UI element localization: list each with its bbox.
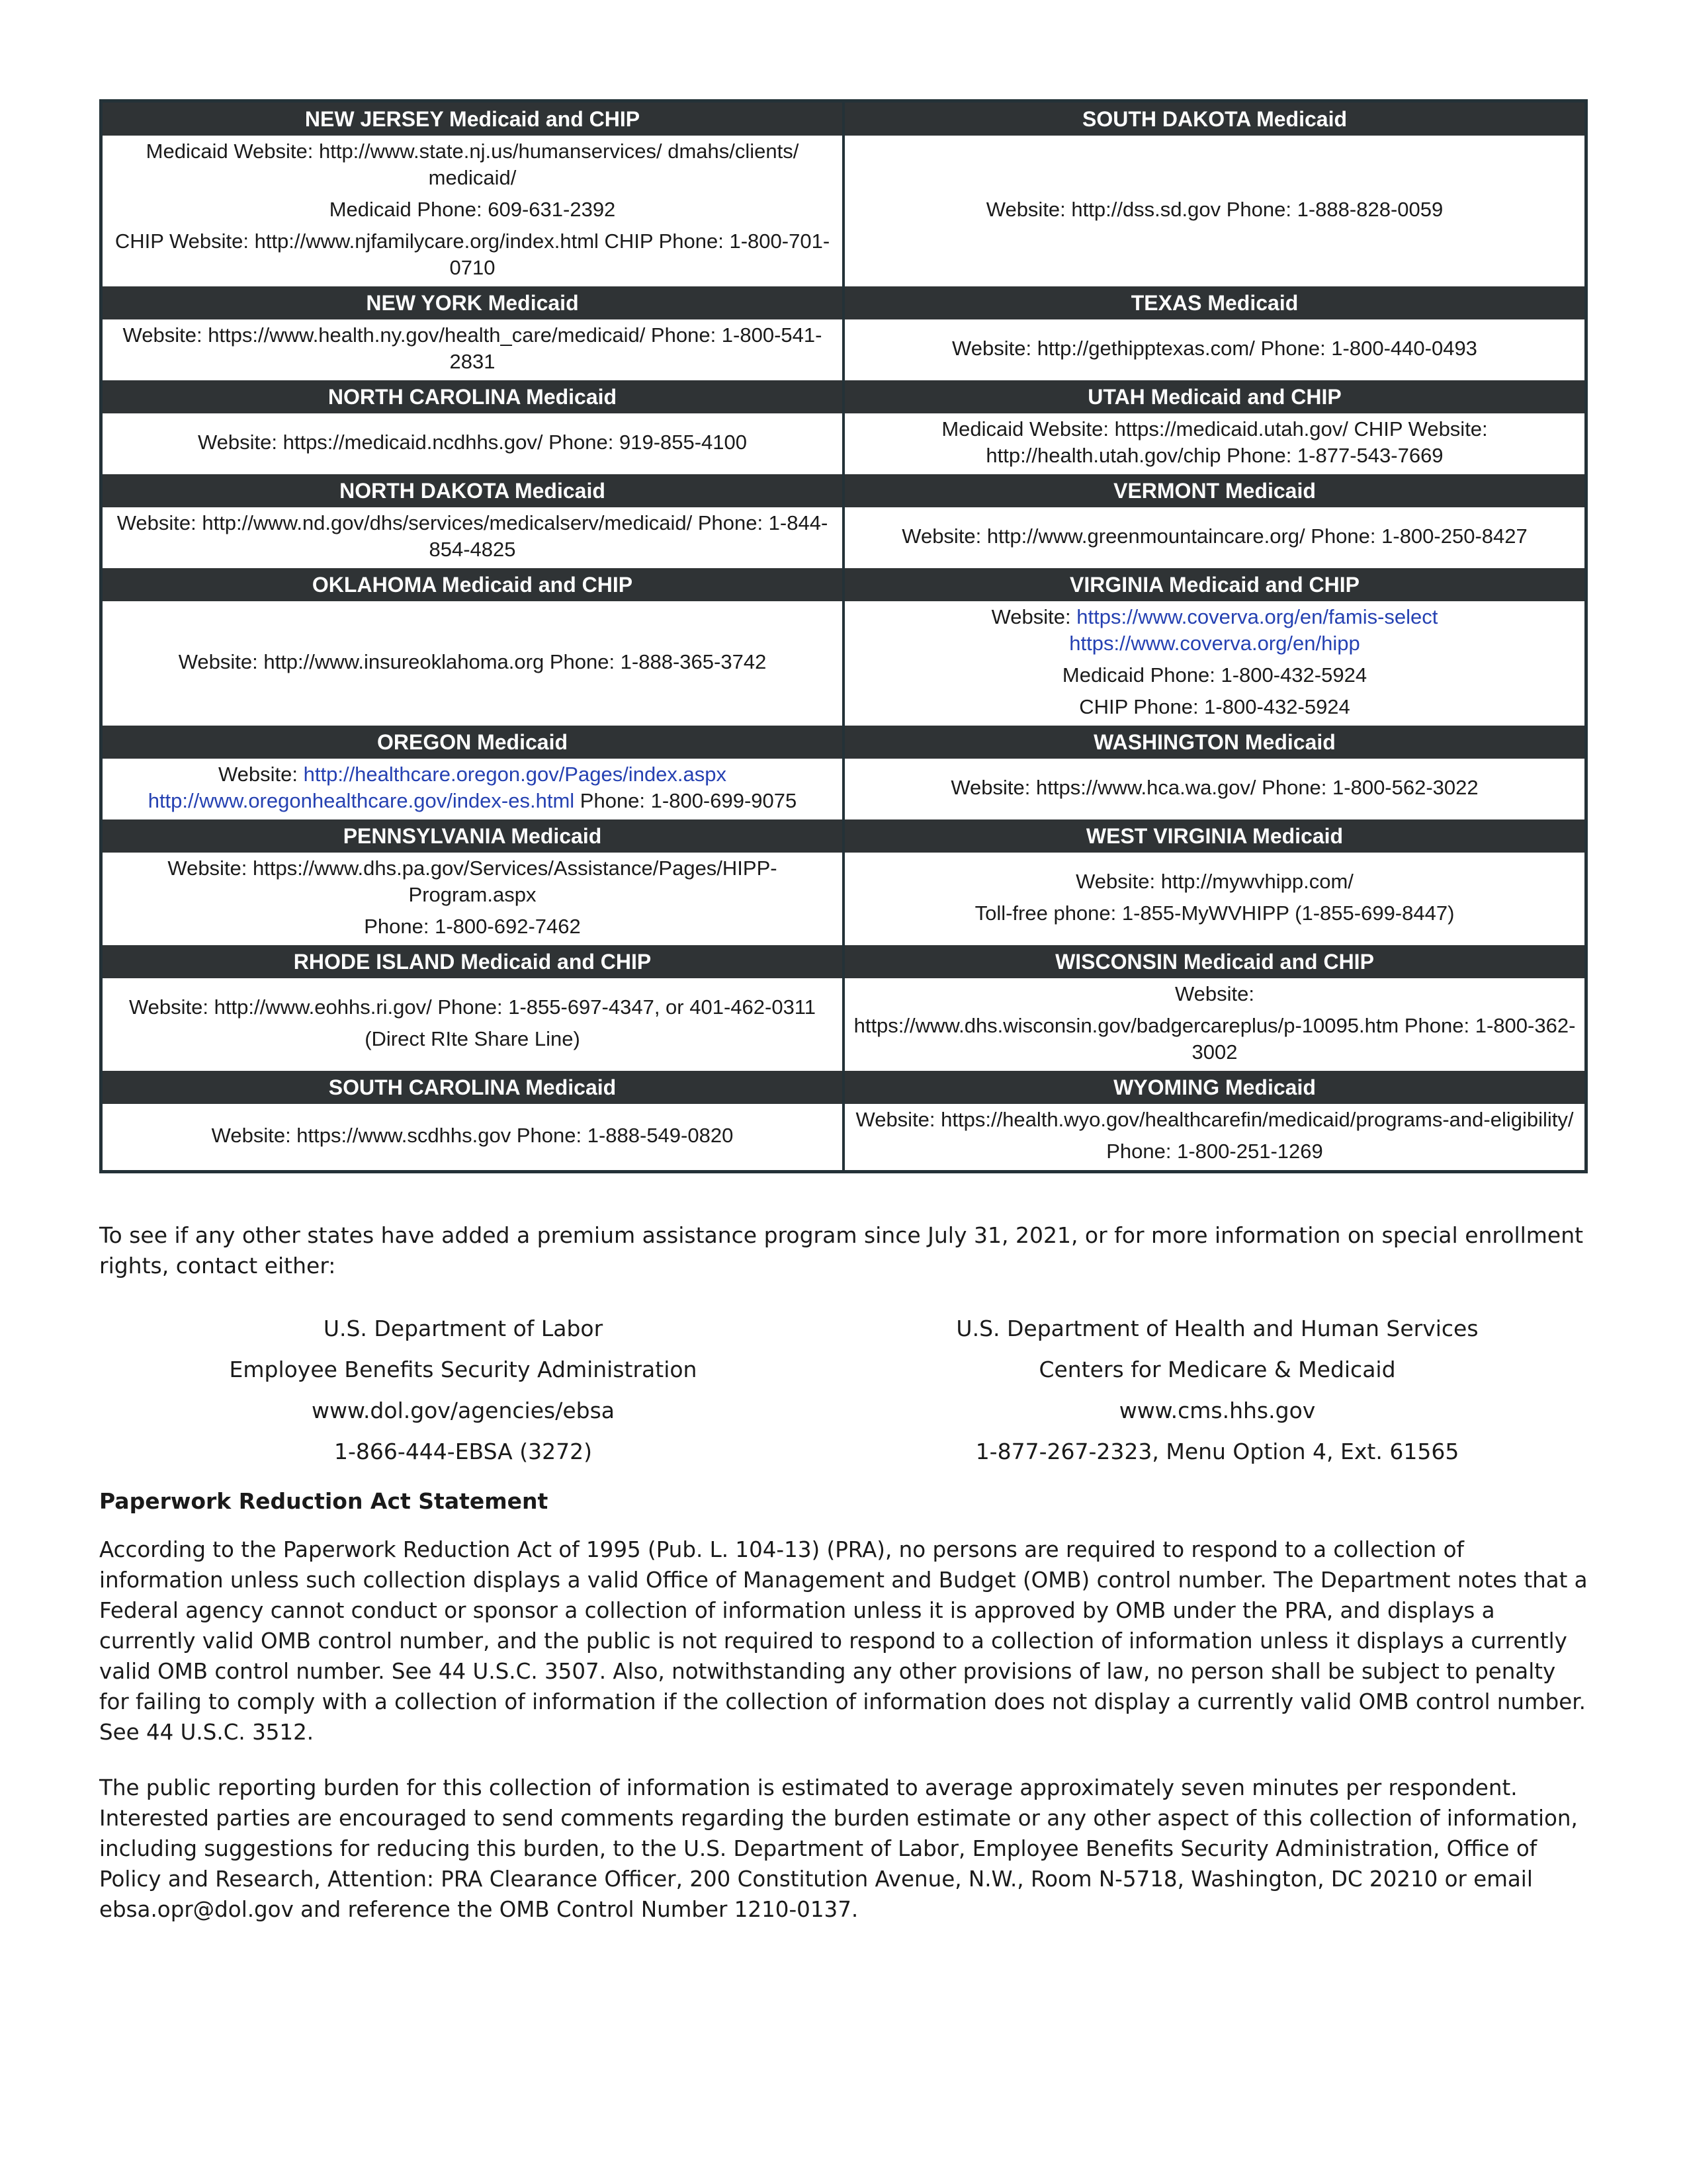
dol-website[interactable]: www.dol.gov/agencies/ebsa	[312, 1398, 615, 1423]
website-link[interactable]: http://healthcare.oregon.gov/Pages/index.aspx http://www.oregonhealthcare.gov/index-es.html	[148, 763, 727, 812]
state-title-pennsylvania-medicaid: PENNSYLVANIA Medicaid	[101, 819, 844, 853]
state-title-south-dakota-medicaid: SOUTH DAKOTA Medicaid	[844, 101, 1586, 136]
state-info-row	[101, 759, 1586, 819]
dol-sub-agency: Employee Benefits Security Administration	[229, 1357, 697, 1382]
state-header-row	[101, 474, 1586, 507]
info-line: Website: https://www.dhs.pa.gov/Services/Assistance/Pages/HIPP-Program.aspx	[167, 857, 777, 906]
info-line: Medicaid Website: https://medicaid.utah.gov/ CHIP Website: http://health.utah.gov/chip Phone: 1-877-543-7669	[941, 417, 1488, 467]
state-info-virginia-medicaid-and-chip	[844, 601, 1586, 726]
info-line: Toll-free phone: 1-855-MyWVHIPP (1-855-699-8447)	[974, 902, 1455, 925]
state-title-oklahoma-medicaid-and-chip: OKLAHOMA Medicaid and CHIP	[101, 568, 844, 601]
info-line: Website:	[1174, 982, 1255, 1005]
state-info-row	[101, 601, 1586, 726]
website-label: Website:	[991, 605, 1077, 628]
info-line: CHIP Phone: 1-800-432-5924	[1079, 695, 1350, 718]
website-link[interactable]: https://www.coverva.org/en/famis-select https://www.coverva.org/en/hipp	[1069, 605, 1438, 655]
info-line: (Direct RIte Share Line)	[365, 1027, 580, 1050]
state-info-new-jersey-medicaid-and-chip	[101, 136, 844, 286]
state-title-wisconsin-medicaid-and-chip: WISCONSIN Medicaid and CHIP	[844, 945, 1586, 978]
pra-paragraph-2: The public reporting burden for this collection of information is estimated to average approximately seven minutes per respondent. Interested parties are encouraged to send comments regarding the burden estimate or any other aspect of this collection of information, including suggestions for reducing this burden, to the U.S. Department of Labor, Employee Benefits Security Administration, Office of Policy and Research, Attention: PRA Clearance Officer, 200 Constitution Avenue, N.W., Room N-5718, Washington, DC 20210 or email ebsa.opr@dol.gov and reference the OMB Control Number 1210-0137.	[99, 1775, 1578, 1922]
info-line: Website: https://medicaid.ncdhhs.gov/ Phone: 919-855-4100	[197, 431, 748, 454]
hhs-agency-name: U.S. Department of Health and Human Services	[956, 1316, 1479, 1341]
state-info-pennsylvania-medicaid	[101, 853, 844, 945]
state-header-row	[101, 101, 1586, 136]
state-header-row	[101, 286, 1586, 319]
state-info-row	[101, 1104, 1586, 1172]
state-header-row	[101, 380, 1586, 413]
state-info-row	[101, 413, 1586, 474]
state-info-new-york-medicaid	[101, 319, 844, 380]
state-info-washington-medicaid	[844, 759, 1586, 819]
state-info-row	[101, 853, 1586, 945]
state-title-south-carolina-medicaid: SOUTH CAROLINA Medicaid	[101, 1071, 844, 1104]
state-info-rhode-island-medicaid-and-chip	[101, 978, 844, 1071]
info-line: Website: http://www.nd.gov/dhs/services/medicalserv/medicaid/ Phone: 1-844-854-4825	[116, 511, 828, 561]
info-line: Website: http://www.greenmountaincare.org/ Phone: 1-800-250-8427	[902, 525, 1528, 548]
state-info-oregon-medicaid	[101, 759, 844, 819]
info-line: https://www.dhs.wisconsin.gov/badgercareplus/p-10095.htm Phone: 1-800-362-3002	[853, 1014, 1576, 1064]
info-line: Website: http://gethipptexas.com/ Phone: 1-800-440-0493	[952, 337, 1477, 360]
website-line	[851, 604, 1578, 657]
state-title-west-virginia-medicaid: WEST VIRGINIA Medicaid	[844, 819, 1586, 853]
info-line: Website: http://www.insureoklahoma.org Phone: 1-888-365-3742	[178, 650, 767, 673]
state-title-texas-medicaid: TEXAS Medicaid	[844, 286, 1586, 319]
state-title-virginia-medicaid-and-chip: VIRGINIA Medicaid and CHIP	[844, 568, 1586, 601]
state-info-row	[101, 507, 1586, 568]
info-line: Medicaid Phone: 1-800-432-5924	[1062, 663, 1367, 687]
state-title-wyoming-medicaid: WYOMING Medicaid	[844, 1071, 1586, 1104]
info-line: Phone: 1-800-251-1269	[1106, 1140, 1323, 1163]
state-title-washington-medicaid: WASHINGTON Medicaid	[844, 726, 1586, 759]
dol-agency-name: U.S. Department of Labor	[323, 1316, 603, 1341]
info-line: Website: https://www.hca.wa.gov/ Phone: 1-800-562-3022	[951, 776, 1479, 799]
phone-text: Phone: 1-800-699-9075	[574, 789, 797, 812]
state-header-row	[101, 1071, 1586, 1104]
state-title-new-jersey-medicaid-and-chip: NEW JERSEY Medicaid and CHIP	[101, 101, 844, 136]
state-info-south-carolina-medicaid	[101, 1104, 844, 1172]
info-line: Website: http://dss.sd.gov Phone: 1-888-828-0059	[986, 198, 1444, 221]
state-info-north-carolina-medicaid	[101, 413, 844, 474]
state-header-row	[101, 819, 1586, 853]
info-line: Website: https://health.wyo.gov/healthcarefin/medicaid/programs-and-eligibility/	[855, 1108, 1574, 1131]
dol-contact	[99, 1308, 827, 1472]
state-info-north-dakota-medicaid	[101, 507, 844, 568]
state-info-wyoming-medicaid	[844, 1104, 1586, 1172]
state-title-new-york-medicaid: NEW YORK Medicaid	[101, 286, 844, 319]
state-header-row	[101, 945, 1586, 978]
state-header-row	[101, 726, 1586, 759]
contact-intro: To see if any other states have added a premium assistance program since July 31, 2021, or for more information on special enrollment rights, contact either:	[99, 1222, 1584, 1279]
dol-phone: 1-866-444-EBSA (3272)	[334, 1439, 592, 1464]
state-info-west-virginia-medicaid	[844, 853, 1586, 945]
state-contacts-table	[99, 99, 1588, 1173]
hhs-website[interactable]: www.cms.hhs.gov	[1119, 1398, 1316, 1423]
info-line: Website: https://www.scdhhs.gov Phone: 1-888-549-0820	[211, 1124, 734, 1147]
info-line: Website: http://www.eohhs.ri.gov/ Phone: 1-855-697-4347, or 401-462-0311	[128, 995, 816, 1019]
state-info-wisconsin-medicaid-and-chip	[844, 978, 1586, 1071]
state-info-oklahoma-medicaid-and-chip	[101, 601, 844, 726]
info-line: Medicaid Phone: 609-631-2392	[329, 198, 616, 221]
info-line: CHIP Website: http://www.njfamilycare.org/index.html CHIP Phone: 1-800-701-0710	[114, 230, 830, 279]
info-line: Phone: 1-800-692-7462	[364, 915, 581, 938]
info-line: Medicaid Website: http://www.state.nj.us/humanservices/ dmahs/clients/ medicaid/	[146, 140, 799, 189]
state-title-oregon-medicaid: OREGON Medicaid	[101, 726, 844, 759]
state-info-utah-medicaid-and-chip	[844, 413, 1586, 474]
state-title-rhode-island-medicaid-and-chip: RHODE ISLAND Medicaid and CHIP	[101, 945, 844, 978]
website-label: Website:	[218, 763, 304, 786]
state-title-vermont-medicaid: VERMONT Medicaid	[844, 474, 1586, 507]
hhs-sub-agency: Centers for Medicare & Medicaid	[1039, 1357, 1396, 1382]
state-info-row	[101, 136, 1586, 286]
state-header-row	[101, 568, 1586, 601]
state-title-north-dakota-medicaid: NORTH DAKOTA Medicaid	[101, 474, 844, 507]
state-info-vermont-medicaid	[844, 507, 1586, 568]
hhs-contact	[853, 1308, 1581, 1472]
hhs-phone: 1-877-267-2323, Menu Option 4, Ext. 61565	[975, 1439, 1459, 1464]
state-info-row	[101, 978, 1586, 1071]
state-info-texas-medicaid	[844, 319, 1586, 380]
info-line: Website: http://mywvhipp.com/	[1076, 870, 1354, 893]
state-title-north-carolina-medicaid: NORTH CAROLINA Medicaid	[101, 380, 844, 413]
info-line: Website: https://www.health.ny.gov/health_care/medicaid/ Phone: 1-800-541-2831	[122, 323, 822, 373]
pra-paragraph-1: According to the Paperwork Reduction Act of 1995 (Pub. L. 104-13) (PRA), no persons are required to respond to a collection of information unless such collection displays a valid Office of Management and Budget (OMB) control number. The Department notes that a Federal agency cannot conduct or sponsor a collection of information unless it is approved by OMB under the PRA, and displays a currently valid OMB control number, and the public is not required to respond to a collection of information unless it displays a currently valid OMB control number. See 44 U.S.C. 3507. Also, notwithstanding any other provisions of law, no person shall be subject to penalty for failing to comply with a collection of information if the collection of information does not display a currently valid OMB control number. See 44 U.S.C. 3512.	[99, 1537, 1588, 1745]
website-line	[109, 761, 836, 814]
state-info-south-dakota-medicaid	[844, 136, 1586, 286]
state-title-utah-medicaid-and-chip: UTAH Medicaid and CHIP	[844, 380, 1586, 413]
pra-heading: Paperwork Reduction Act Statement	[99, 1488, 548, 1514]
state-info-row	[101, 319, 1586, 380]
